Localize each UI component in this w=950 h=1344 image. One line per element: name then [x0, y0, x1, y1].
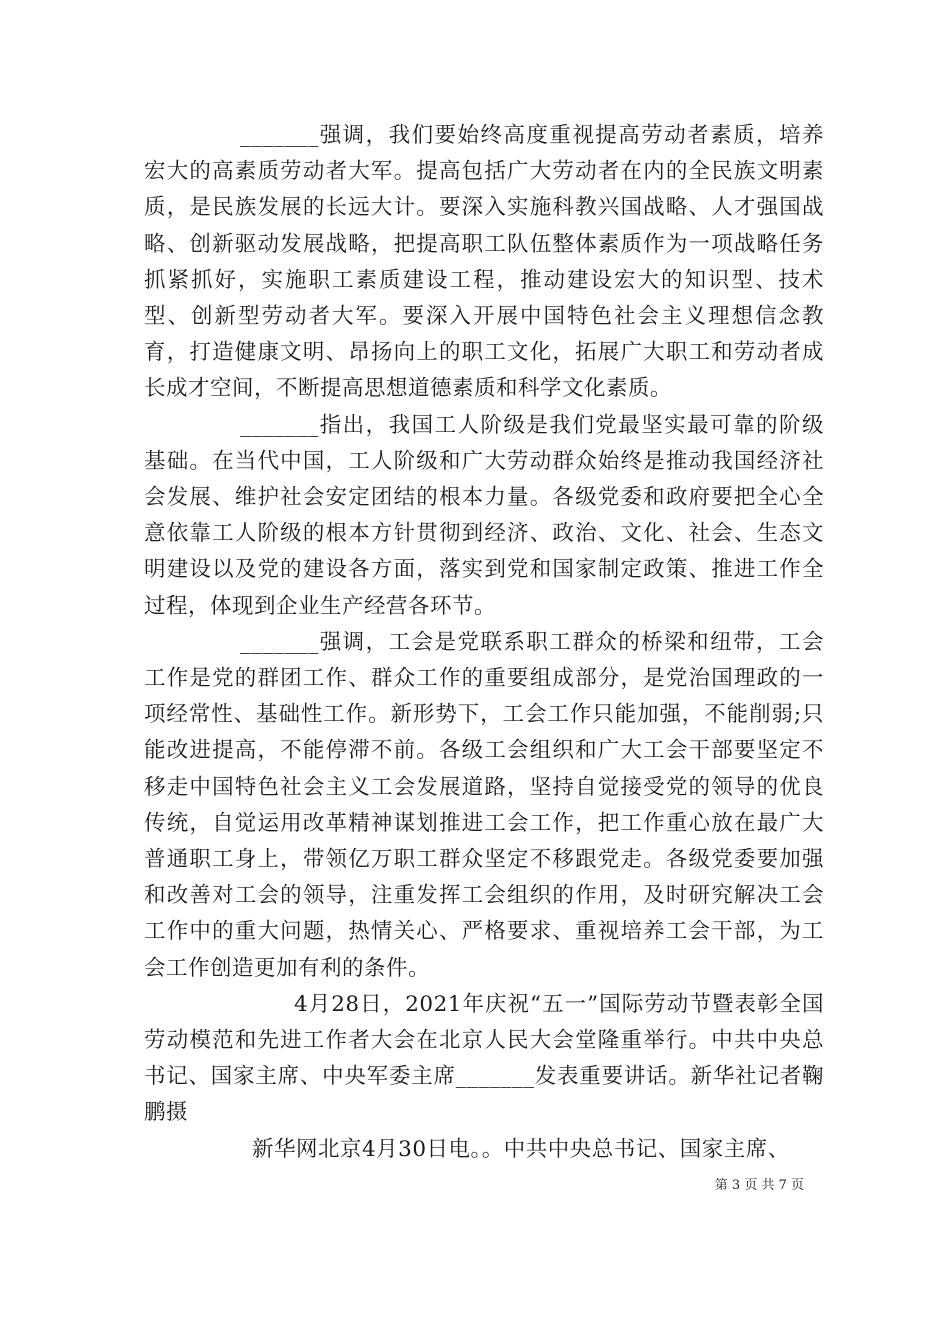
paragraph-trade-union-role: _______强调，工会是党联系职工群众的桥梁和纽带，工会工作是党的群团工作、群众工作的重要组成部分，是党治国理政的一项经常性、基础性工作。新形势下，工会工作只能加强，不能削弱;只能改进提高，不能停滞不前。各级工会组织和广大工会干部要坚定不移走中国特色社会主义工会发展道路，坚持自觉接受党的领导的优良传统，自觉运用改革精神谋划推进工会工作，把工作重心放在最广大普通职工身上，带领亿万职工群众坚定不移跟党走。各级党委要加强和改善对工会的领导，注重发挥工会组织的作用，及时研究解决工会工作中的重大问题，热情关心、严格要求、重视培养工会干部，为工会工作创造更加有利的条件。 — [144, 629, 824, 981]
paragraph-working-class-foundation: _______指出，我国工人阶级是我们党最坚实最可靠的阶级基础。在当代中国，工人阶级和广大劳动群众始终是推动我国经济社会发展、维护社会安定团结的根本力量。各级党委和政府要把全心全意依靠工人阶级的根本方针贯彻到经济、政治、文化、社会、生态文明建设以及党的建设各方面，落实到党和国家制定政策、推进工作全过程，体现到企业生产经营各环节。 — [144, 412, 824, 619]
article-body — [144, 118, 824, 1168]
page-number: 第 3 页 共 7 页 — [714, 1178, 804, 1193]
news-dateline: 新华网北京4月30日电。。中共中央总书记、国家主席、 — [252, 1136, 790, 1162]
photo-caption: 4月28日，2021年庆祝“五一”国际劳动节暨表彰全国劳动模范和先进工作者大会在北京人民大会堂隆重举行。中共中央总书记、国家主席、中央军委主席_______发表重要讲话。新华社记者鞠鹏摄 — [144, 991, 824, 1126]
paragraph-emphasis-worker-quality: _______强调，我们要始终高度重视提高劳动者素质，培养宏大的高素质劳动者大军。提高包括广大劳动者在内的全民族文明素质，是民族发展的长远大计。要深入实施科教兴国战略、人才强国战略、创新驱动发展战略，把提高职工队伍整体素质作为一项战略任务抓紧抓好，实施职工素质建设工程，推动建设宏大的知识型、技术型、创新型劳动者大军。要深入开展中国特色社会主义理想信念教育，打造健康文明、昂扬向上的职工文化，拓展广大职工和劳动者成长成才空间，不断提高思想道德素质和科学文化素质。 — [144, 123, 824, 402]
